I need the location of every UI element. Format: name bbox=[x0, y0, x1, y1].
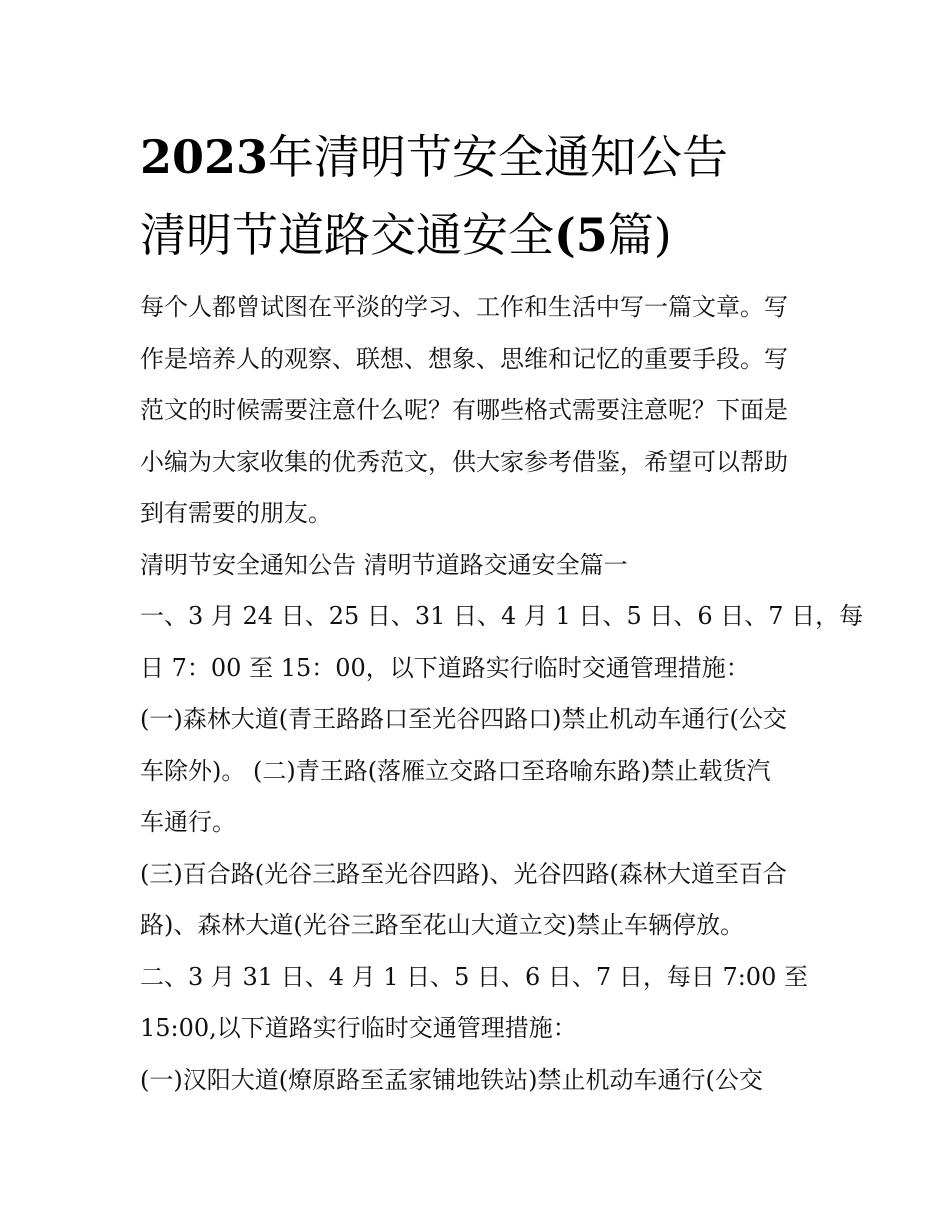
text-line: 作是培养人的观察、联想、想象、思维和记忆的重要手段。写 bbox=[140, 344, 788, 373]
text-line: 二、3 月 31 日、4 月 1 日、5 日、6 日、7 日，每日 7:00 至 bbox=[140, 962, 808, 991]
notice-item-2 bbox=[140, 952, 820, 1055]
text-line: 车通行。 bbox=[140, 808, 236, 836]
text-line: 到有需要的朋友。 bbox=[140, 499, 332, 527]
text-line: 车除外)。 (二)青王路(落雁立交路口至珞喻东路)禁止载货汽 bbox=[140, 756, 771, 785]
text-line: (三)百合路(光谷三路至光谷四路)、光谷四路(森林大道至百合 bbox=[140, 859, 787, 888]
document-title bbox=[140, 118, 840, 274]
notice-subitem-3 bbox=[140, 849, 820, 952]
section-heading bbox=[140, 540, 820, 592]
document-body bbox=[140, 282, 864, 1106]
title-line-2-text: 清明节道路交通安全 bbox=[140, 208, 554, 262]
intro-paragraph bbox=[140, 282, 820, 540]
notice-subitem-1 bbox=[140, 694, 820, 849]
title-line-1 bbox=[140, 118, 840, 196]
text-line: 路)、森林大道(光谷三路至花山大道立交)禁止车辆停放。 bbox=[140, 911, 745, 939]
text-line: 范文的时候需要注意什么呢？有哪些格式需要注意呢？下面是 bbox=[140, 396, 788, 424]
text-line: (一)汉阳大道(燎原路至孟家铺地铁站)禁止机动车通行(公交 bbox=[140, 1065, 763, 1094]
text-line: 一、3 月 24 日、25 日、31 日、4 月 1 日、5 日、6 日、7 日，每 bbox=[140, 602, 864, 630]
text-line: 清明节安全通知公告 清明节道路交通安全篇一 bbox=[140, 550, 628, 579]
title-number: (5 bbox=[554, 208, 608, 262]
text-line: 日 7：00 至 15：00，以下道路实行临时交通管理措施： bbox=[140, 653, 750, 682]
text-line: 15:00,以下道路实行临时交通管理措施： bbox=[140, 1014, 577, 1042]
text-line: (一)森林大道(青王路路口至光谷四路口)禁止机动车通行(公交 bbox=[140, 705, 787, 733]
text-line: 每个人都曾试图在平淡的学习、工作和生活中写一篇文章。写 bbox=[140, 293, 788, 321]
title-year: 2023 bbox=[140, 130, 269, 184]
notice-item-2-subitem-1 bbox=[140, 1055, 820, 1107]
title-line-2 bbox=[140, 196, 840, 274]
title-line-1-text: 年清明节安全通知公告 bbox=[268, 130, 729, 184]
title-suffix: 篇) bbox=[607, 208, 672, 262]
notice-item-1 bbox=[140, 591, 864, 694]
text-line: 小编为大家收集的优秀范文，供大家参考借鉴，希望可以帮助 bbox=[140, 447, 788, 476]
